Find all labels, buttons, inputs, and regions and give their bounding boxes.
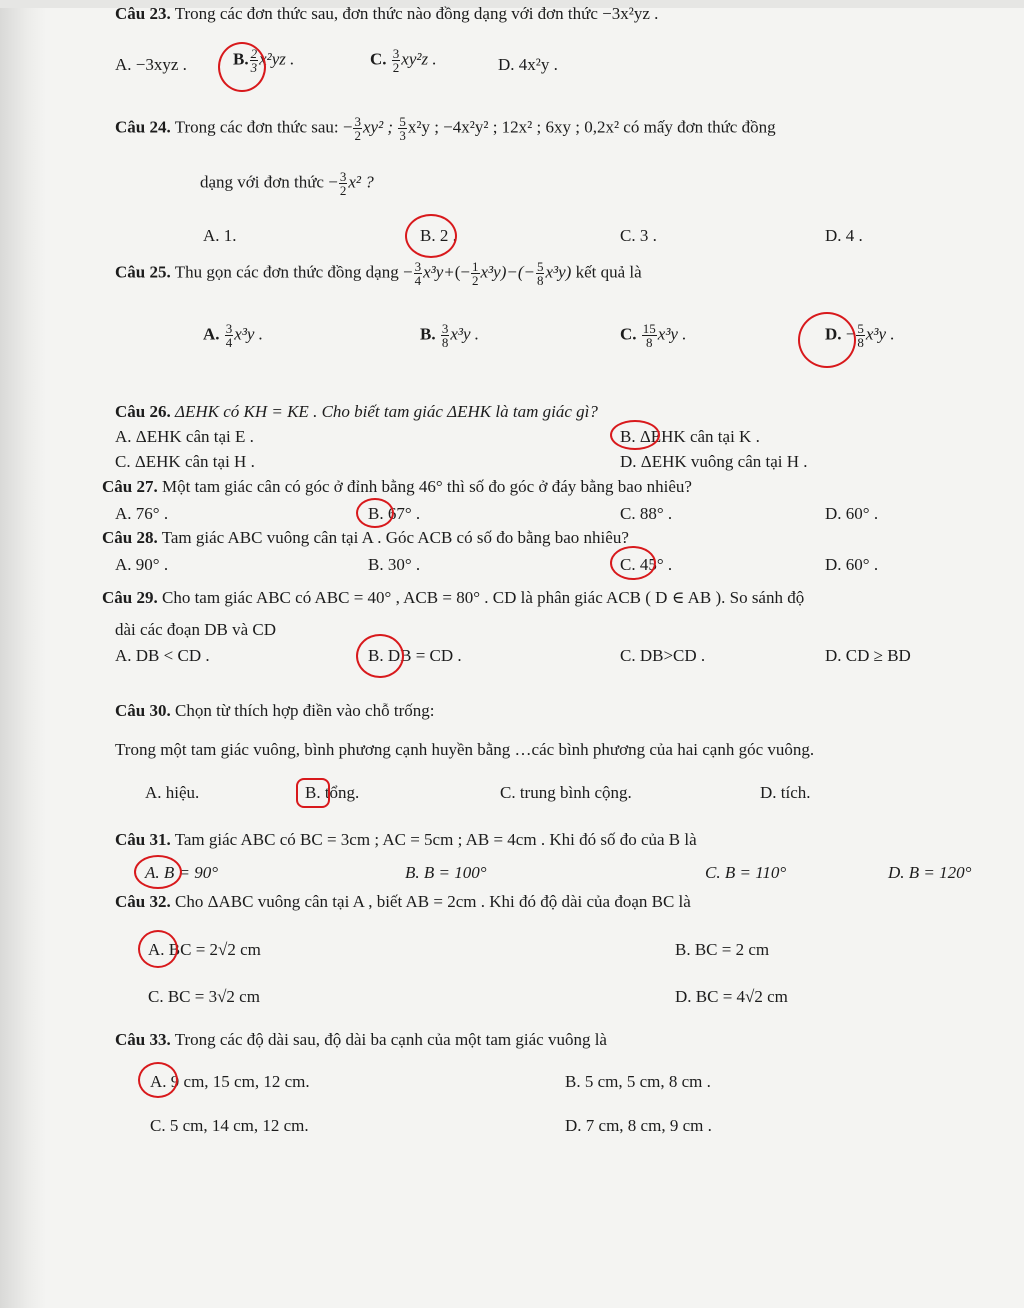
sign: −: [845, 324, 856, 344]
q26-option-c[interactable]: C. ΔEHK cân tại H .: [115, 452, 255, 471]
fraction: $\frac{3}{8}$: [441, 321, 449, 350]
question-23: [115, 4, 658, 24]
q32-option-a[interactable]: A. BC = 2√2 cm: [148, 940, 261, 959]
term: x²yz .: [259, 49, 295, 69]
term: xy²z .: [401, 49, 437, 69]
term: (−: [454, 262, 470, 282]
answer-circle-mark: [296, 778, 330, 808]
fraction: $\frac{15}{8}$: [642, 321, 656, 350]
question-text: Trong các đơn thức sau, đơn thức nào đồng dạng với đơn thức −3x²yz .: [174, 4, 659, 23]
term: x³y .: [234, 324, 263, 344]
answer-circle-mark: [610, 420, 660, 450]
q29-option-c[interactable]: C. DB>CD .: [620, 646, 706, 665]
sign: −: [402, 262, 413, 282]
q31-option-b[interactable]: B. B = 100°: [405, 863, 487, 882]
question-26: [115, 402, 598, 422]
question-text: kết quả là: [575, 262, 642, 282]
term: x³y+: [423, 262, 455, 282]
question-label: Câu 32.: [115, 892, 171, 911]
answer-circle-mark: [798, 312, 856, 368]
option-label: C.: [620, 324, 637, 344]
answer-circle-mark: [356, 498, 394, 528]
term: x²y ; −4x²y² ; 12x² ; 6xy ; 0,2x² có mấy đơn thức đồng: [407, 117, 776, 137]
fraction: $\frac{5}{8}$: [857, 321, 864, 350]
q24-option-a[interactable]: A. 1.: [203, 226, 237, 245]
question-text: Một tam giác cân có góc ở đỉnh bằng 46° thì số đo góc ở đáy bằng bao nhiêu?: [161, 477, 692, 496]
question-label: Câu 31.: [115, 830, 171, 849]
option-label: C.: [370, 49, 387, 69]
fraction: $\frac{5}{3}$: [399, 114, 406, 143]
question-24-line2: [200, 170, 374, 197]
answer-circle-mark: [405, 214, 457, 258]
q25-option-a[interactable]: [203, 322, 263, 349]
fraction: $\frac{3}{4}$: [225, 321, 233, 350]
q27-option-c[interactable]: C. 88° .: [620, 504, 673, 523]
question-24: [115, 115, 776, 142]
question-33: [115, 1030, 607, 1050]
question-label: Câu 27.: [102, 477, 158, 496]
q25-option-b[interactable]: [420, 322, 479, 349]
q33-option-c[interactable]: C. 5 cm, 14 cm, 12 cm.: [150, 1116, 309, 1135]
question-28: [102, 528, 629, 548]
q31-option-c[interactable]: C. B = 110°: [705, 863, 787, 882]
term: x³y .: [865, 324, 895, 344]
answer-circle-mark: [138, 1062, 178, 1098]
question-31: [115, 830, 697, 850]
question-30-line2: Trong một tam giác vuông, bình phương cạnh huyền bằng …các bình phương của hai cạnh góc vuông.: [115, 740, 815, 759]
answer-circle-mark: [138, 930, 178, 968]
q32-option-c[interactable]: C. BC = 3√2 cm: [148, 987, 260, 1006]
question-text: Cho tam giác ABC có ABC = 40° , ACB = 80° . CD là phân giác ACB ( D ∈ AB ). So sánh độ: [161, 588, 805, 607]
q28-option-a[interactable]: A. 90° .: [115, 555, 169, 574]
question-text: Tam giác ABC vuông cân tại A . Góc ACB có số đo bằng bao nhiêu?: [161, 528, 629, 547]
q30-option-d[interactable]: D. tích.: [760, 783, 811, 802]
answer-circle-mark: [610, 546, 656, 580]
q32-option-b[interactable]: B. BC = 2 cm: [675, 940, 770, 959]
fraction: $\frac{2}{3}$: [250, 46, 258, 75]
q29-option-a[interactable]: A. DB < CD .: [115, 646, 210, 665]
q29-option-b[interactable]: B. DB = CD .: [368, 646, 462, 665]
fraction: $\frac{3}{2}$: [354, 114, 361, 143]
question-text: Cho ΔABC vuông cân tại A , biết AB = 2cm . Khi đó độ dài của đoạn BC là: [174, 892, 691, 911]
q24-option-c[interactable]: C. 3 .: [620, 226, 657, 245]
question-label: Câu 25.: [115, 262, 171, 282]
answer-circle-mark: [218, 42, 266, 92]
q26-option-a[interactable]: A. ΔEHK cân tại E .: [115, 427, 254, 446]
option-label: B.: [233, 49, 249, 69]
question-label: Câu 33.: [115, 1030, 171, 1049]
q28-option-c[interactable]: C. 45° .: [620, 555, 673, 574]
question-32: [115, 892, 691, 912]
question-27: [102, 477, 692, 497]
q23-option-c[interactable]: [370, 47, 437, 74]
option-label: B.: [420, 324, 436, 344]
question-label: Câu 23.: [115, 4, 171, 23]
term: xy² ;: [362, 117, 394, 137]
q32-option-d[interactable]: D. BC = 4√2 cm: [675, 987, 788, 1006]
question-text: Chọn từ thích hợp điền vào chỗ trống:: [174, 701, 435, 720]
q27-option-a[interactable]: A. 76° .: [115, 504, 169, 523]
fraction: $\frac{3}{2}$: [392, 46, 400, 75]
question-29-line2: dài các đoạn DB và CD: [115, 620, 276, 639]
option-label: A.: [203, 324, 220, 344]
fraction: $\frac{3}{2}$: [339, 169, 347, 198]
question-label: Câu 28.: [102, 528, 158, 547]
q31-option-a[interactable]: A. B = 90°: [145, 863, 219, 882]
question-25: [115, 260, 642, 287]
q29-option-d[interactable]: D. CD ≥ BD: [825, 646, 911, 665]
q31-option-d[interactable]: D. B = 120°: [888, 863, 972, 882]
q28-option-d[interactable]: D. 60° .: [825, 555, 879, 574]
q27-option-d[interactable]: D. 60° .: [825, 504, 879, 523]
term: x³y .: [657, 324, 687, 344]
q23-option-d[interactable]: D. 4x²y .: [498, 55, 558, 74]
term: x³y)−(−: [480, 262, 535, 282]
question-text: dạng với đơn thức: [200, 172, 324, 192]
question-30: [115, 701, 434, 721]
q23-option-a[interactable]: A. −3xyz .: [115, 55, 187, 74]
sign: −: [342, 117, 353, 137]
fraction: $\frac{1}{2}$: [472, 259, 479, 288]
q25-option-c[interactable]: [620, 322, 686, 349]
option-label: D.: [825, 324, 842, 344]
fraction: $\frac{5}{8}$: [536, 259, 544, 288]
q24-option-b[interactable]: B. 2 .: [420, 226, 457, 245]
answer-circle-mark: [134, 855, 182, 889]
fraction: $\frac{3}{4}$: [414, 259, 422, 288]
q24-option-d[interactable]: D. 4 .: [825, 226, 863, 245]
question-text: Tam giác ABC có BC = 3cm ; AC = 5cm ; AB = 4cm . Khi đó số đo của B là: [174, 830, 697, 849]
question-text: Trong các đơn thức sau:: [174, 117, 339, 137]
question-label: Câu 29.: [102, 588, 158, 607]
question-text: ΔEHK có KH = KE . Cho biết tam giác ΔEHK là tam giác gì?: [174, 402, 598, 421]
q33-option-a[interactable]: A. 9 cm, 15 cm, 12 cm.: [150, 1072, 310, 1091]
term: x³y .: [450, 324, 480, 344]
question-text: Thu gọn các đơn thức đồng dạng: [174, 262, 399, 282]
q33-option-b[interactable]: B. 5 cm, 5 cm, 8 cm .: [565, 1072, 711, 1091]
question-29: [102, 588, 804, 608]
question-label: Câu 26.: [115, 402, 171, 421]
term: x³y): [545, 262, 572, 282]
q27-option-b[interactable]: B. 67° .: [368, 504, 421, 523]
page-shadow-left: [0, 0, 46, 1308]
question-label: Câu 30.: [115, 701, 171, 720]
question-label: Câu 24.: [115, 117, 171, 137]
question-text: Trong các độ dài sau, độ dài ba cạnh của một tam giác vuông là: [174, 1030, 607, 1049]
q26-option-d[interactable]: D. ΔEHK vuông cân tại H .: [620, 452, 808, 471]
q30-option-a[interactable]: A. hiệu.: [145, 783, 200, 802]
q33-option-d[interactable]: D. 7 cm, 8 cm, 9 cm .: [565, 1116, 712, 1135]
q30-option-c[interactable]: C. trung bình cộng.: [500, 783, 632, 802]
term: x² ?: [348, 172, 374, 192]
q30-option-b[interactable]: B. tổng.: [305, 783, 360, 802]
q26-option-b[interactable]: B. ΔEHK cân tại K .: [620, 427, 760, 446]
sign: −: [328, 172, 338, 192]
answer-circle-mark: [356, 634, 404, 678]
q28-option-b[interactable]: B. 30° .: [368, 555, 421, 574]
